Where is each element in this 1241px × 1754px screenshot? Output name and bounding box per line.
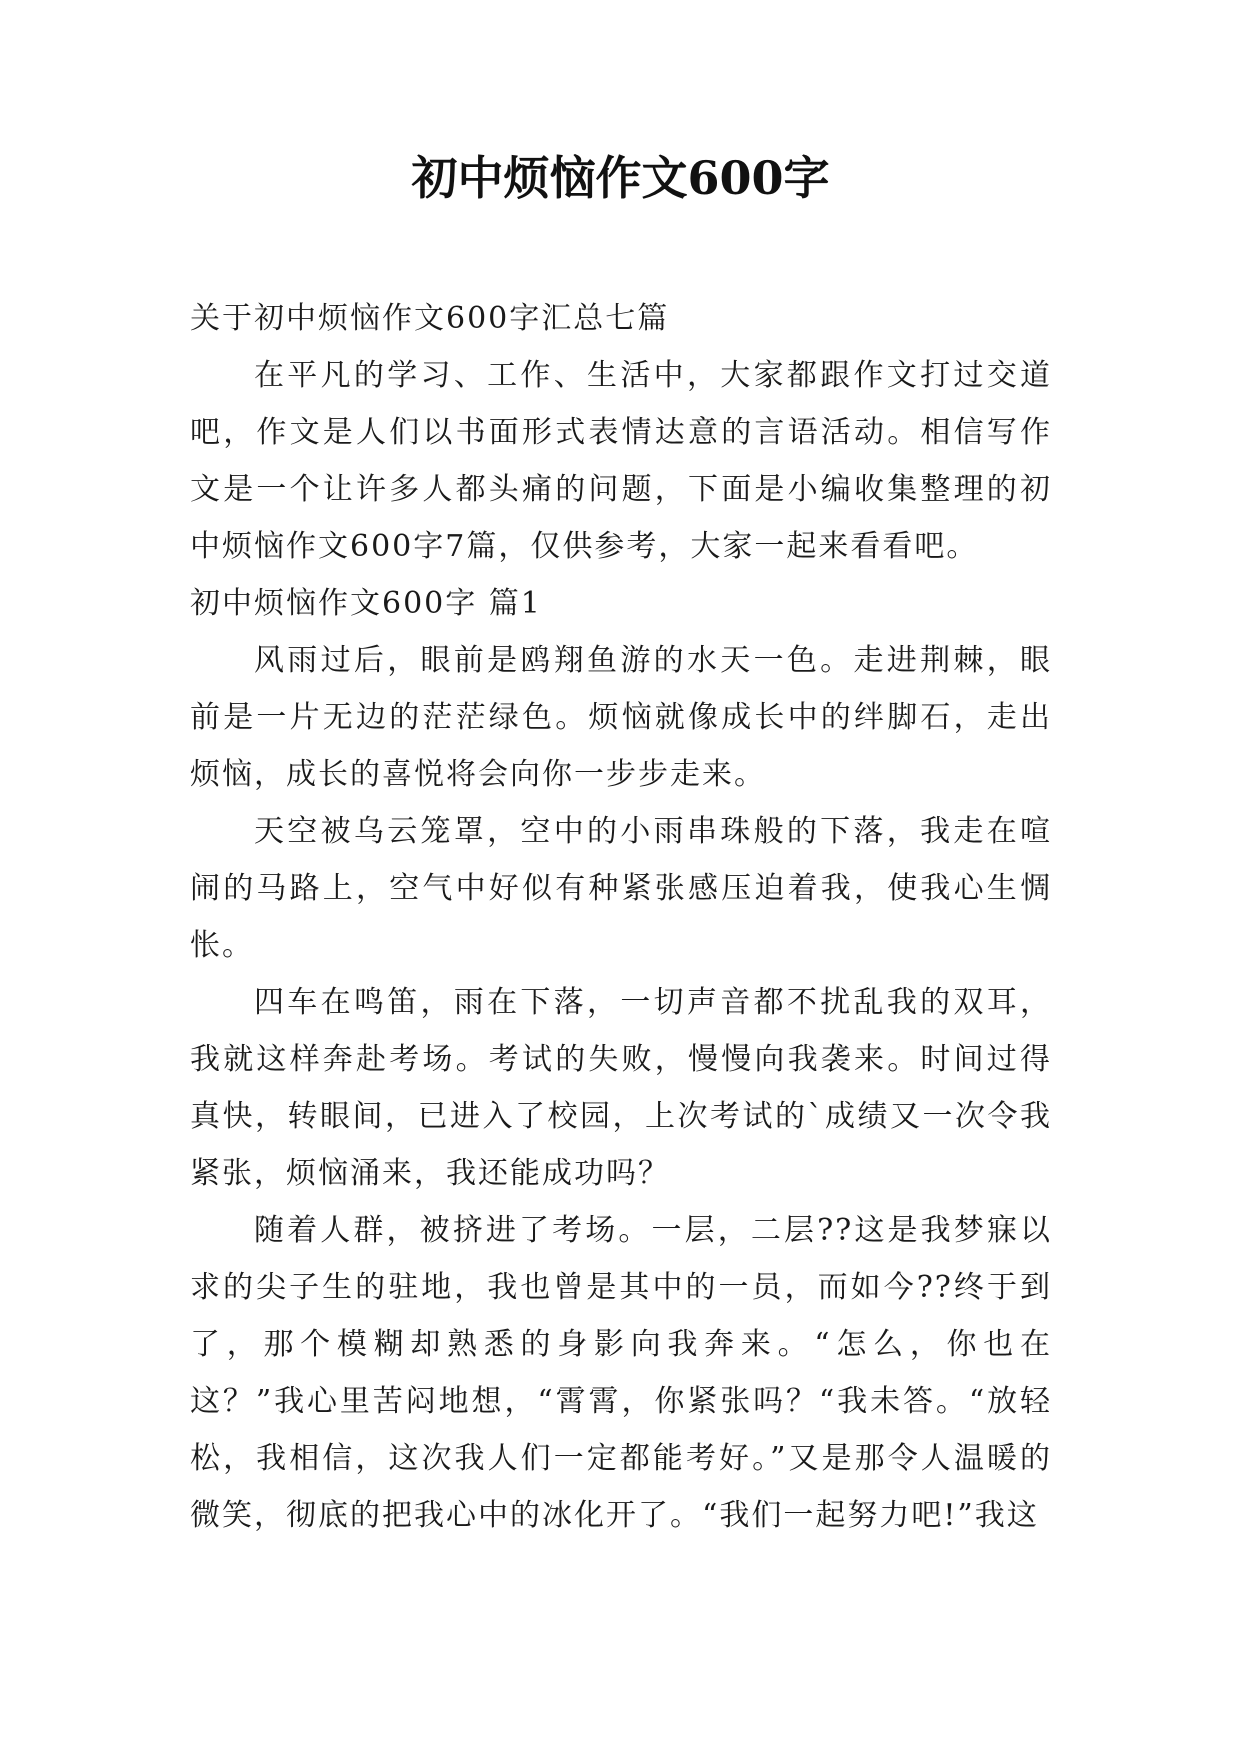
document-body	[190, 290, 1052, 1544]
section-heading: 初中烦恼作文600字 篇1	[190, 586, 542, 621]
body-paragraph: 四车在鸣笛，雨在下落，一切声音都不扰乱我的双耳，我就这样奔赴考场。考试的失败，慢慢向我袭来。时间过得真快，转眼间，已进入了校园，上次考试的`成绩又一次令我紧张，烦恼涌来，我还能成功吗？	[190, 985, 1052, 1191]
body-paragraph: 风雨过后，眼前是鸥翔鱼游的水天一色。走进荆棘，眼前是一片无边的茫茫绿色。烦恼就像成长中的绊脚石，走出烦恼，成长的喜悦将会向你一步步走来。	[190, 643, 1052, 792]
document-subtitle: 关于初中烦恼作文600字汇总七篇	[190, 301, 670, 336]
page-title: 初中烦恼作文600字	[411, 151, 830, 205]
intro-paragraph: 在平凡的学习、工作、生活中，大家都跟作文打过交道吧，作文是人们以书面形式表情达意的言语活动。相信写作文是一个让许多人都头痛的问题，下面是小编收集整理的初中烦恼作文600字7篇，仅供参考，大家一起来看看吧。	[190, 358, 1052, 564]
body-paragraph: 天空被乌云笼罩，空中的小雨串珠般的下落，我走在喧闹的马路上，空气中好似有种紧张感压迫着我，使我心生惆怅。	[190, 814, 1052, 963]
body-paragraph: 随着人群，被挤进了考场。一层，二层??这是我梦寐以求的尖子生的驻地，我也曾是其中的一员，而如今??终于到了，那个模糊却熟悉的身影向我奔来。“怎么，你也在这？”我心里苦闷地想，“霄霄，你紧张吗？“我未答。“放轻松，我相信，这次我人们一定都能考好。”又是那令人温暖的微笑，彻底的把我心中的冰化开了。“我们一起努力吧!”我这	[190, 1213, 1052, 1533]
